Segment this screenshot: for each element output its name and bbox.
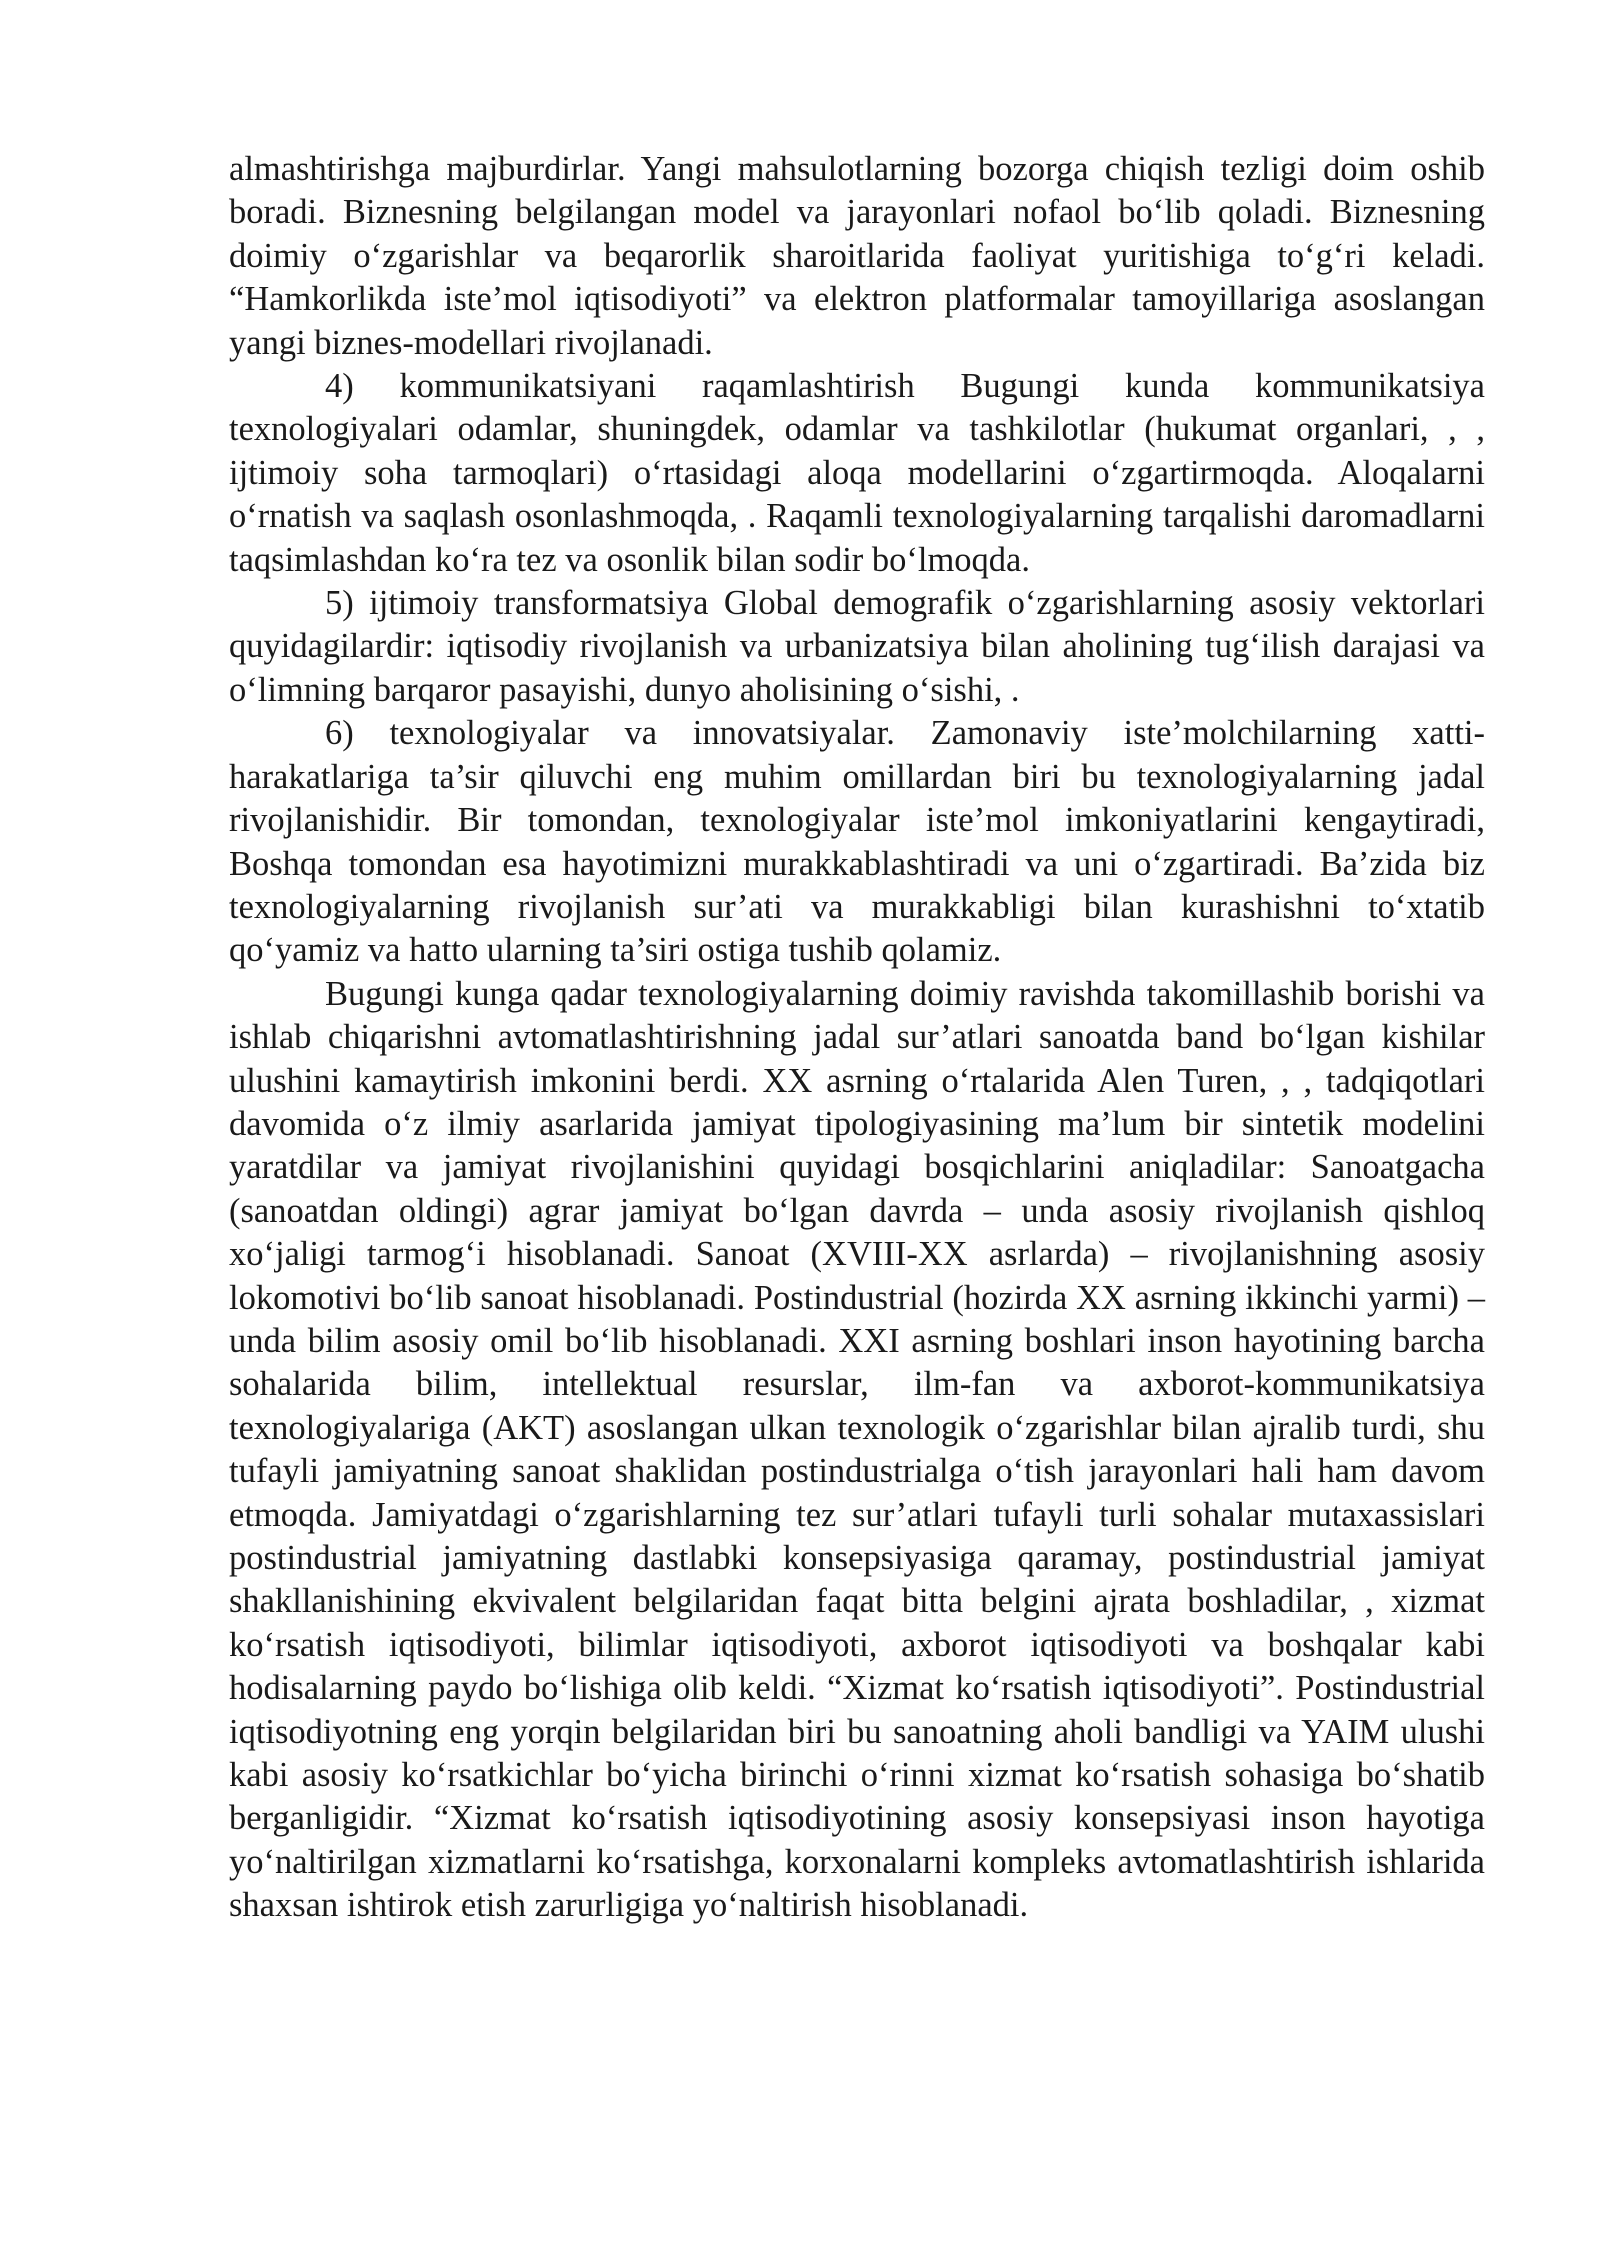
paragraph-communication-digitalization: 4) kommunikatsiyani raqamlashtirish Bugungi kunda kommunikatsiya texnologiyalari odamlar, shuningdek, odamlar va tashkilotlar (hukumat organlari, , , ijtimoiy soha tarmoqlari) o‘rtasidagi aloqa modellarini o‘zgartirmoqda. Aloqalarni o‘rnatish va saqlash osonlashmoqda, . Raqamli texnologiyalarning tarqalishi daromadlarni taqsimlashdan ko‘ra tez va osonlik bilan sodir bo‘lmoqda. [229,367,1485,579]
paragraph-technology-innovation: 6) texnologiyalar va innovatsiyalar. Zamonaviy iste’molchilarning xatti-harakatlariga ta’sir qiluvchi eng muhim omillardan biri bu texnologiyalarning jadal rivojlanishidir. Bir tomondan, texnologiyalar iste’mol imkoniyatlarini kengaytiradi, Boshqa tomondan esa hayotimizni murakkablashtiradi va uni o‘zgartiradi. Ba’zida biz texnologiyalarning rivojlanish sur’ati va murakkabligi bilan kurashishni to‘xtatib qo‘yamiz va hatto ularning ta’siri ostiga tushib qolamiz. [229,714,1485,970]
paragraph-business-models: almashtirishga majburdirlar. Yangi mahsulotlarning bozorga chiqish tezligi doim oshib boradi. Biznesning belgilangan model va jarayonlari nofaol bo‘lib qoladi. Biznesning doimiy o‘zgarishlar va beqarorlik sharoitlarida faoliyat yuritishiga to‘g‘ri keladi. “Hamkorlikda iste’mol iqtisodiyoti” va elektron platformalar tamoyillariga asoslangan yangi biznes-modellari rivojlanadi. [229,150,1485,362]
paragraph-social-transformation: 5) ijtimoiy transformatsiya Global demografik o‘zgarishlarning asosiy vektorlari quyidagilardir: iqtisodiy rivojlanish va urbanizatsiya bilan aholining tug‘ilish darajasi va o‘limning barqaror pasayishi, dunyo aholisining o‘sishi, . [229,584,1485,709]
paragraph-postindustrial-society: Bugungi kunga qadar texnologiyalarning doimiy ravishda takomillashib borishi va ishlab chiqarishni avtomatlashtirishning jadal sur’atlari sanoatda band bo‘lgan kishilar ulushini kamaytirish imkonini berdi. XX asrning o‘rtalarida Alen Turen, , , tadqiqotlari davomida o‘z ilmiy asarlarida jamiyat tipologiyasining ma’lum bir sintetik modelini yaratdilar va jamiyat rivojlanishini quyidagi bosqichlarini aniqladilar: Sanoatgacha (sanoatdan oldingi) agrar jamiyat bo‘lgan davrda – unda asosiy rivojlanish qishloq xo‘jaligi tarmog‘i hisoblanadi. Sanoat (XVIII-XX asrlarda) – rivojlanishning asosiy lokomotivi bo‘lib sanoat hisoblanadi. Postindustrial (hozirda XX asrning ikkinchi yarmi) – unda bilim asosiy omil bo‘lib hisoblanadi. XXI asrning boshlari inson hayotining barcha sohalarida bilim, intellektual resurslar, ilm-fan va axborot-kommunikatsiya texnologiyalariga (AKT) asoslangan ulkan texnologik o‘zgarishlar bilan ajralib turdi, shu tufayli jamiyatning sanoat shaklidan postindustrialga o‘tish jarayonlari hali ham davom etmoqda. Jamiyatdagi o‘zgarishlarning tez sur’atlari tufayli turli sohalar mutaxassislari postindustrial jamiyatning dastlabki konsepsiyasiga qaramay, postindustrial jamiyat shakllanishining ekvivalent belgilaridan faqat bitta belgini ajrata boshladilar, , xizmat ko‘rsatish iqtisodiyoti, bilimlar iqtisodiyoti, axborot iqtisodiyoti va boshqalar kabi hodisalarning paydo bo‘lishiga olib keldi. “Xizmat ko‘rsatish iqtisodiyoti”. Postindustrial iqtisodiyotning eng yorqin belgilaridan biri bu sanoatning aholi bandligi va YAIM ulushi kabi asosiy ko‘rsatkichlar bo‘yicha birinchi o‘rinni xizmat ko‘rsatish sohasiga bo‘shatib berganligidir. “Xizmat ko‘rsatish iqtisodiyotining asosiy konsepsiyasi inson hayotiga yo‘naltirilgan xizmatlarni ko‘rsatishga, korxonalarni kompleks avtomatlashtirish ishlarida shaxsan ishtirok etish zarurligiga yo‘naltirish hisoblanadi. [229,974,1485,1925]
document-page [229,148,1485,1928]
